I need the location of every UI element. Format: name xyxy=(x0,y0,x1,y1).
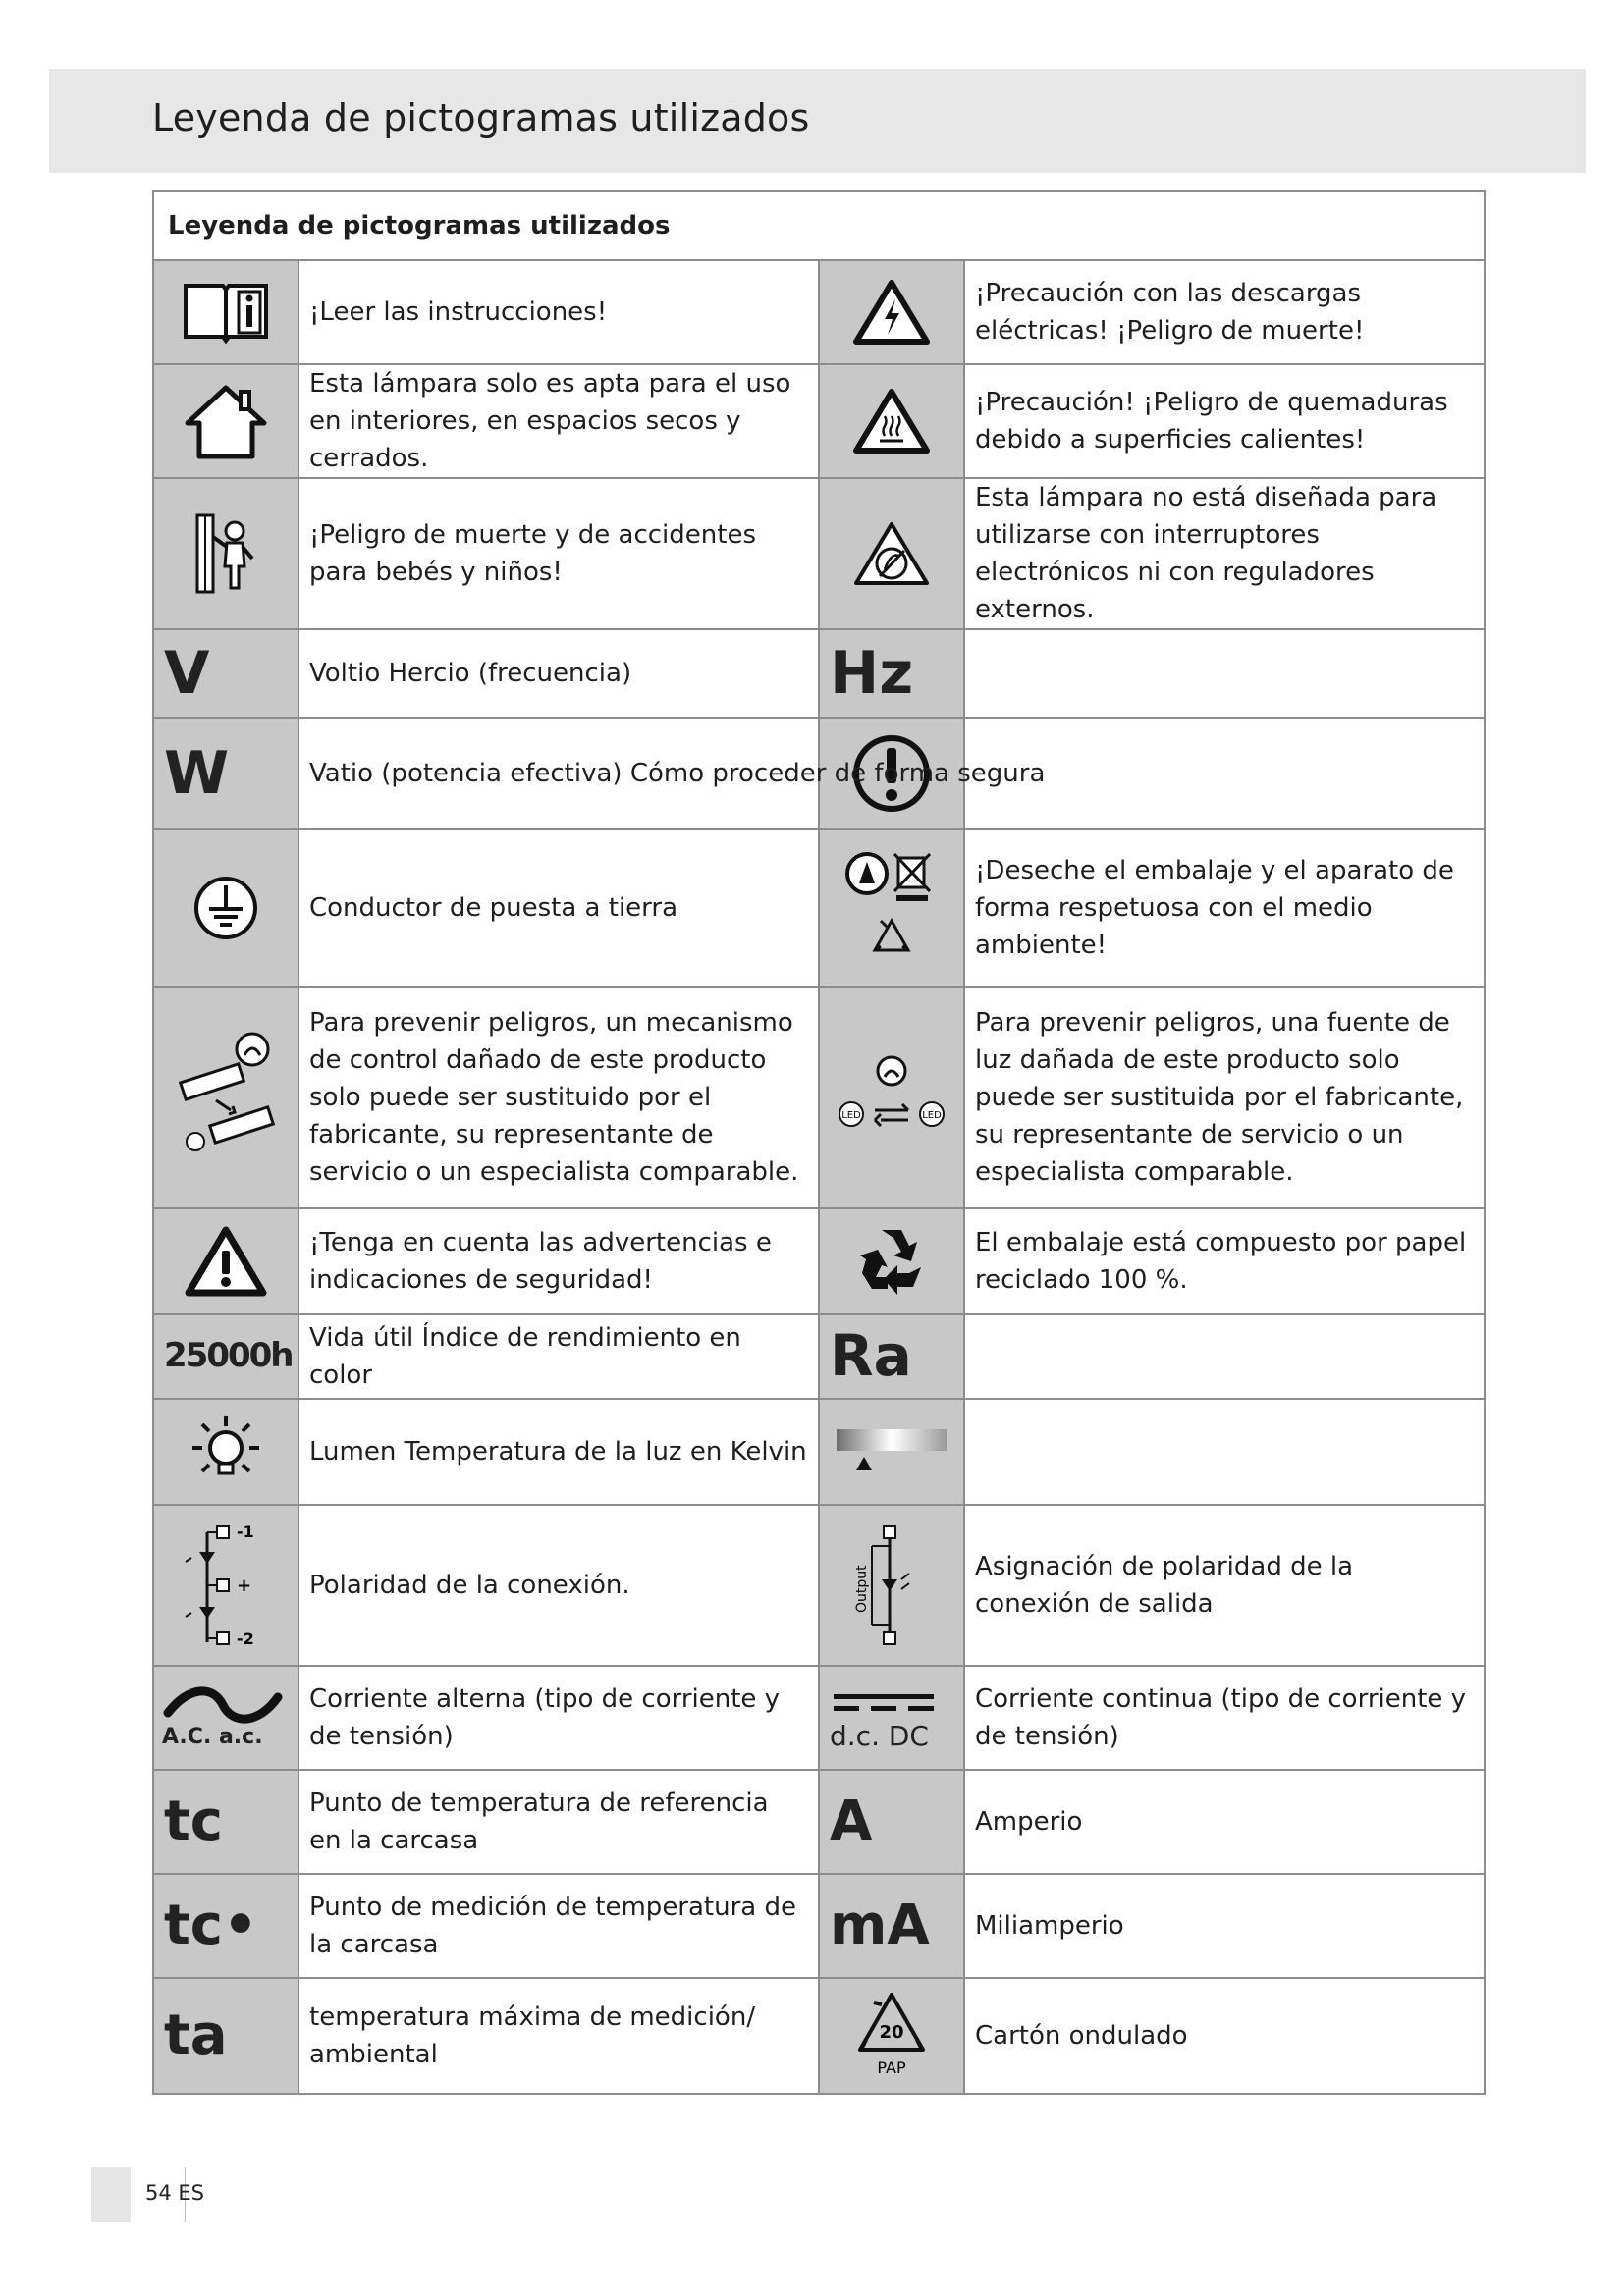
pictogram-legend-table xyxy=(152,190,1486,2095)
icon-cell xyxy=(153,1208,298,1314)
icon-cell xyxy=(153,478,298,629)
table-row xyxy=(153,260,1485,364)
indoor-house-icon xyxy=(182,382,270,460)
icon-cell xyxy=(819,1314,964,1399)
icon-cell xyxy=(153,629,298,718)
legend-text: ¡Precaución! ¡Peligro de quemaduras debido a superficies calientes! xyxy=(964,364,1485,478)
tc-icon: tc xyxy=(164,1789,223,1853)
header-band xyxy=(49,69,1586,173)
milliampere-icon: mA xyxy=(830,1893,930,1957)
legend-text: temperatura máxima de medición/ ambiental xyxy=(298,1978,819,2094)
icon-cell xyxy=(819,1505,964,1666)
legend-text: ¡Precaución con las descargas eléctricas! ¡Peligro de muerte! xyxy=(964,260,1485,364)
connection-polarity-icon xyxy=(182,1517,270,1654)
legend-text: ¡Leer las instrucciones! xyxy=(298,260,819,364)
polarity-minus2-label: -2 xyxy=(237,1629,254,1648)
led-icon-label-right: LED xyxy=(922,1110,942,1121)
icon-cell xyxy=(819,1770,964,1874)
legend-text: Amperio xyxy=(964,1770,1485,1874)
warning-triangle-icon xyxy=(185,1225,267,1298)
legend-text: Voltio Hercio (frecuencia) xyxy=(298,629,819,718)
icon-cell xyxy=(819,1874,964,1978)
color-rendering-icon: Ra xyxy=(830,1322,912,1389)
alternating-current-icon xyxy=(162,1685,284,1725)
icon-cell xyxy=(153,1770,298,1874)
book-info-icon xyxy=(182,278,270,347)
icon-cell xyxy=(153,987,298,1208)
table-row xyxy=(153,1770,1485,1874)
legend-text xyxy=(964,1399,1485,1505)
icon-cell xyxy=(153,718,298,829)
legend-text: Para prevenir peligros, una fuente de luz dañada de este producto solo puede ser sustituida por el fabricante, su representante de servicio o un especialista comparable. xyxy=(964,987,1485,1208)
page-number: 54 ES xyxy=(145,2181,204,2205)
legend-text: El embalaje está compuesto por papel reciclado 100 %. xyxy=(964,1208,1485,1314)
page-title: Leyenda de pictogramas utilizados xyxy=(152,96,810,139)
legend-text: Punto de medición de temperatura de la carcasa xyxy=(298,1874,819,1978)
pap-number: 20 xyxy=(879,2022,904,2043)
led-icon-label-left: LED xyxy=(841,1110,861,1121)
legend-text: Corriente continua (tipo de corriente y de tensión) xyxy=(964,1666,1485,1770)
legend-text: Esta lámpara solo es apta para el uso en interiores, en espacios secos y cerrados. xyxy=(298,364,819,478)
ac-label: A.C. a.c. xyxy=(162,1725,263,1749)
child-danger-icon xyxy=(191,509,260,598)
no-dimmer-icon xyxy=(852,519,931,588)
watt-icon: W xyxy=(164,738,230,808)
output-label: Output xyxy=(854,1565,870,1613)
table-row xyxy=(153,718,1485,829)
pap-label: PAP xyxy=(877,2058,906,2077)
legend-text: Vida útil Índice de rendimiento en color xyxy=(298,1314,819,1399)
polarity-plus-label: + xyxy=(237,1575,252,1596)
table-row xyxy=(153,478,1485,629)
table-row xyxy=(153,829,1485,987)
icon-cell xyxy=(819,829,964,987)
legend-text: Conductor de puesta a tierra xyxy=(298,829,819,987)
lifetime-hours-icon: 25000h xyxy=(164,1335,293,1375)
legend-text: Cartón ondulado xyxy=(964,1978,1485,2094)
electric-shock-warning-icon xyxy=(852,278,931,347)
icon-cell xyxy=(153,1666,298,1770)
icon-cell xyxy=(819,478,964,629)
legend-text: Asignación de polaridad de la conexión de salida xyxy=(964,1505,1485,1666)
legend-text xyxy=(964,629,1485,718)
legend-text: Lumen Temperatura de la luz en Kelvin xyxy=(298,1399,819,1505)
table-row xyxy=(153,1874,1485,1978)
icon-cell xyxy=(153,1505,298,1666)
ampere-icon: A xyxy=(830,1789,873,1853)
legend-text: Para prevenir peligros, un mecanismo de control dañado de este producto solo puede ser sustituido por el fabricante, su representante de servicio o un especialista comparable. xyxy=(298,987,819,1208)
icon-cell xyxy=(819,1399,964,1505)
icon-cell xyxy=(819,987,964,1208)
icon-cell xyxy=(819,260,964,364)
dc-label: d.c. DC xyxy=(830,1720,929,1752)
table-row xyxy=(153,987,1485,1208)
footer-marker xyxy=(91,2167,131,2222)
legend-text xyxy=(964,1314,1485,1399)
icon-cell xyxy=(153,260,298,364)
icon-cell xyxy=(819,1978,964,2094)
table-row xyxy=(153,1505,1485,1666)
direct-current-icon xyxy=(830,1690,938,1716)
legend-text xyxy=(298,718,1046,829)
icon-cell xyxy=(819,1208,964,1314)
table-row xyxy=(153,629,1485,718)
legend-text: Esta lámpara no está diseñada para utilizarse con interruptores electrónicos ni con reguladores externos. xyxy=(964,478,1485,629)
hot-surface-warning-icon xyxy=(852,387,931,455)
hertz-icon: Hz xyxy=(830,638,914,708)
overflow-text-wrap xyxy=(309,755,1046,792)
light-source-replacement-icon xyxy=(828,1043,955,1151)
volt-icon: V xyxy=(164,638,210,708)
table-row xyxy=(153,1666,1485,1770)
output-polarity-icon xyxy=(852,1517,931,1654)
table-row xyxy=(153,1314,1485,1399)
recycled-paper-icon xyxy=(852,1222,931,1301)
legend-text-overflow: Vatio (potencia efectiva) Cómo proceder de forma segura xyxy=(309,759,1046,788)
ta-icon: ta xyxy=(164,2002,228,2067)
icon-cell xyxy=(819,1666,964,1770)
corrugated-cardboard-icon xyxy=(852,1989,931,2083)
kelvin-gradient-icon xyxy=(833,1427,950,1476)
table-row xyxy=(153,364,1485,478)
table-row xyxy=(153,1208,1485,1314)
table-title: Leyenda de pictogramas utilizados xyxy=(153,191,1485,260)
icon-cell xyxy=(819,364,964,478)
recycle-disposal-icon xyxy=(838,844,946,972)
legend-text: Corriente alterna (tipo de corriente y de tensión) xyxy=(298,1666,819,1770)
legend-text: ¡Tenga en cuenta las advertencias e indicaciones de seguridad! xyxy=(298,1208,819,1314)
control-gear-replacement-icon xyxy=(162,1024,290,1171)
icon-cell xyxy=(153,1874,298,1978)
ground-conductor-icon xyxy=(191,874,260,942)
legend-text: ¡Peligro de muerte y de accidentes para bebés y niños! xyxy=(298,478,819,629)
icon-cell xyxy=(153,829,298,987)
legend-text: Punto de temperatura de referencia en la carcasa xyxy=(298,1770,819,1874)
icon-cell xyxy=(819,629,964,718)
icon-cell xyxy=(153,1314,298,1399)
lumen-bulb-icon xyxy=(187,1413,265,1491)
polarity-minus1-label: -1 xyxy=(237,1522,254,1541)
tc-dot-icon: tc• xyxy=(164,1893,258,1957)
table-row xyxy=(153,1399,1485,1505)
table-title-row xyxy=(153,191,1485,260)
icon-cell xyxy=(153,364,298,478)
legend-text: Polaridad de la conexión. xyxy=(298,1505,819,1666)
legend-text: ¡Deseche el embalaje y el aparato de forma respetuosa con el medio ambiente! xyxy=(964,829,1485,987)
icon-cell xyxy=(153,1978,298,2094)
icon-cell xyxy=(153,1399,298,1505)
legend-text: Miliamperio xyxy=(964,1874,1485,1978)
table-row xyxy=(153,1978,1485,2094)
